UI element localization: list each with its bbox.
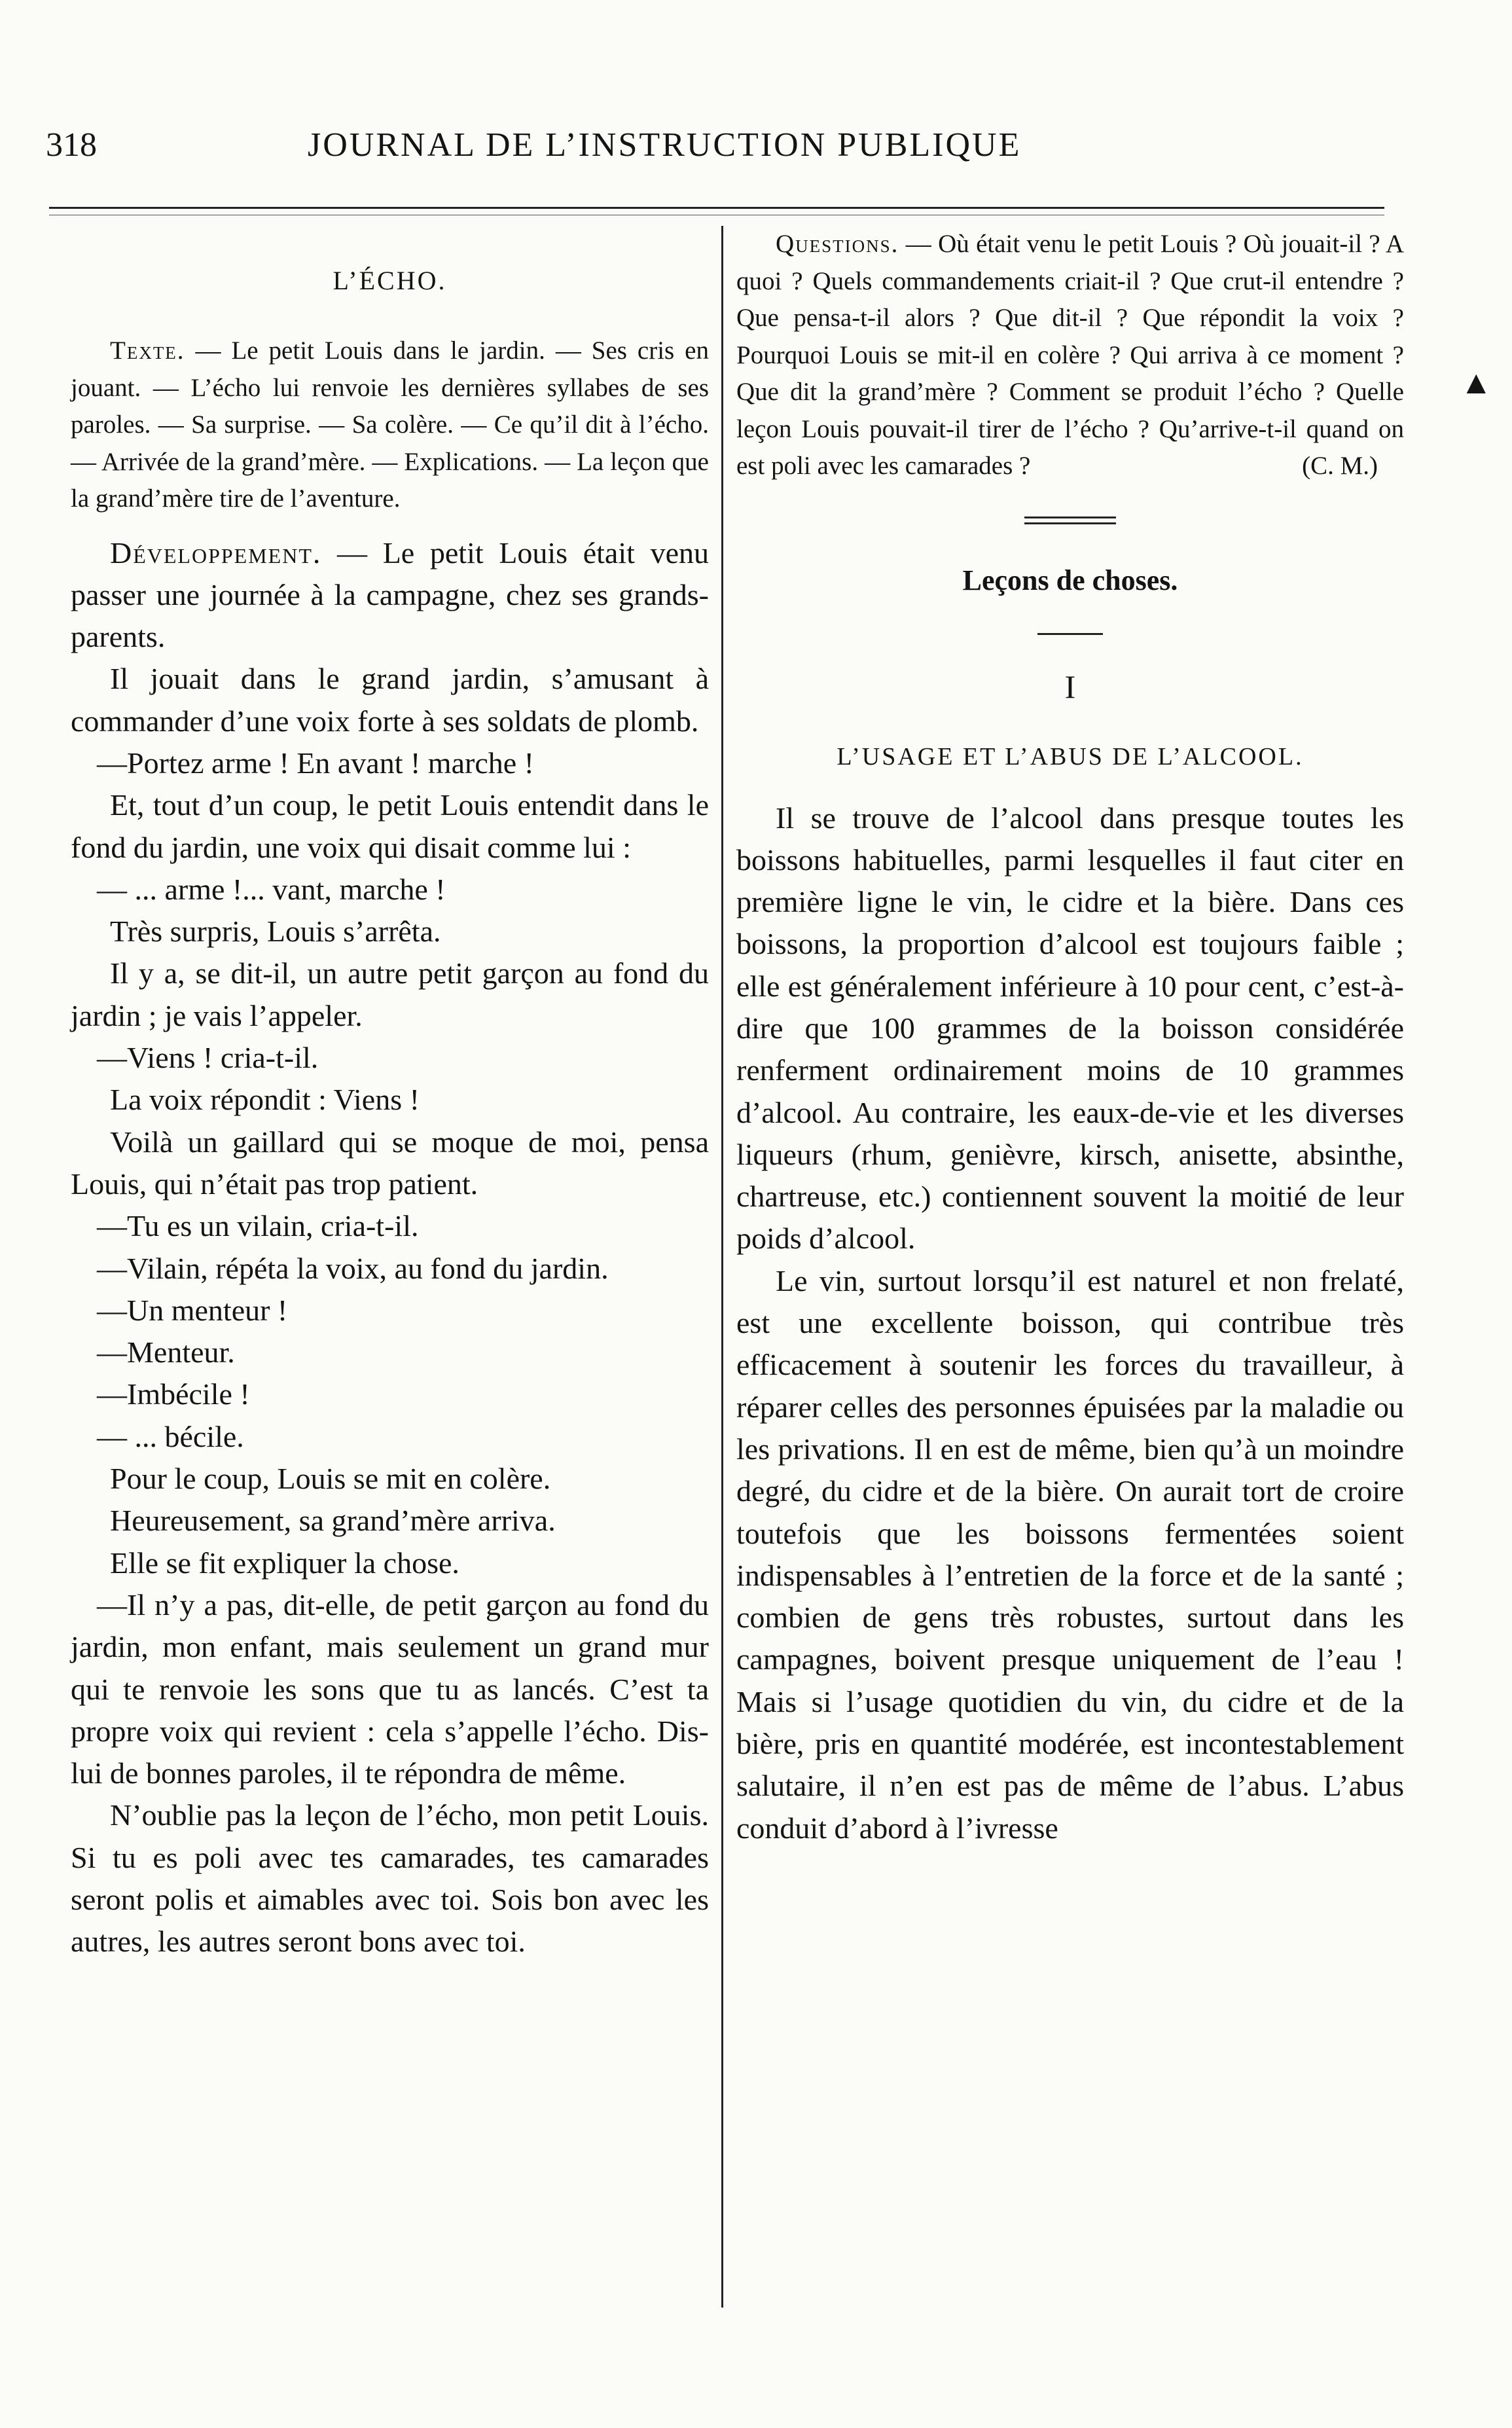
paragraph: Heureusement, sa grand’mère arriva. — [110, 1504, 556, 1538]
alcool-title: L’USAGE ET L’ABUS DE L’ALCOOL. — [837, 742, 1304, 770]
paragraph: —Tu es un vilain, cria-t-il. — [97, 1209, 419, 1243]
dev-label: Développement. — [110, 535, 322, 570]
texte-paragraph — [71, 333, 709, 518]
paragraph: —Vilain, répéta la voix, au fond du jardin. — [97, 1251, 609, 1285]
paragraph: — ... arme !... vant, marche ! — [97, 872, 446, 906]
alcool-paragraph-2: Le vin, surtout lorsqu’il est naturel et non frelaté, est une excellente boisson, qui contribue très efficacement à soutenir les forces du travailleur, à réparer celles des personnes épuisées par la maladie ou les privations. Il en est de même, bien qu’à un moindre degré, du cidre et de la bière. On aurait tort de croire toutefois que les boissons fermentées soient indispensables à l’entretien de la force et de la santé ; combien de gens très robustes, surtout dans les campagnes, boivent presque uniquement de l’eau ! Mais si l’usage quotidien du vin, du cidre et de la bière, pris en quantité modérée, est incontestablement salutaire, il n’en est pas de même de l’abus. L’abus conduit d’abord à l’ivresse — [736, 1263, 1404, 1845]
paragraph: —Viens ! cria-t-il. — [97, 1041, 319, 1075]
right-column — [736, 226, 1404, 1849]
paragraph: —Un menteur ! — [97, 1293, 288, 1327]
paragraph: Très surpris, Louis s’arrêta. — [110, 915, 441, 949]
signature: (C. M.) — [1302, 452, 1378, 480]
margin-mark: ▲ — [1460, 364, 1492, 401]
paragraph: Il y a, se dit-il, un autre petit garçon au fond du jardin ; je vais l’appeler. — [71, 956, 709, 1032]
short-rule — [1037, 633, 1103, 635]
section-separator — [1024, 516, 1116, 524]
paragraph: Pour le coup, Louis se mit en colère. — [110, 1462, 551, 1496]
header-rule — [49, 207, 1384, 209]
texte-body: — Le petit Louis dans le jardin. — Ses cris en jouant. — L’écho lui renvoie les dernières syllabes de ses paroles. — Sa surprise. — Sa colère. — Ce qu’il dit à l’écho. — Arrivée de la grand’mère. — Explications. — La leçon que la grand’mère tire de l’aventure. — [71, 336, 709, 513]
paragraph: N’oublie pas la leçon de l’écho, mon petit Louis. Si tu es poli avec tes camarades, tes camarades seront polis et aimables avec toi. Sois bon avec les autres, les autres seront bons avec toi. — [71, 1798, 709, 1959]
paragraph: —Portez arme ! En avant ! marche ! — [97, 746, 534, 780]
lesson-number: I — [1064, 668, 1076, 705]
questions-label: Questions. — [776, 230, 899, 258]
alcool-paragraph-1: Il se trouve de l’alcool dans presque toutes les boissons habituelles, parmi lesquelles il faut citer en première ligne le vin, le cidre et la bière. Dans ces boissons, la proportion d’alcool est toujours faible ; elle est généralement inférieure à 10 pour cent, c’est-à-dire que 100 grammes de la boisson considérée renferment ordinairement moins de 10 grammes d’alcool. Au contraire, les eaux-de-vie et les diverses liqueurs (rhum, genièvre, kirsch, anisette, absinthe, chartreuse, etc.) contiennent souvent la moitié de leur poids d’alcool. — [736, 801, 1404, 1256]
column-divider — [721, 226, 723, 2308]
paragraph: —Il n’y a pas, dit-elle, de petit garçon au fond du jardin, mon enfant, mais seulement un grand mur qui te renvoie les sons que tu as lancés. C’est ta propre voix qui revient : cela s’appelle l’écho. Dis-lui de bonnes paroles, il te répondra de même. — [71, 1587, 709, 1790]
paragraph: Elle se fit expliquer la chose. — [110, 1546, 459, 1580]
dev-body: — Le petit Louis était venu passer une journée à la campagne, chez ses grands-parents. — [71, 535, 709, 654]
paragraph: Et, tout d’un coup, le petit Louis entendit dans le fond du jardin, une voix qui disait comme lui : — [71, 788, 709, 864]
lessons-title: Leçons de choses. — [962, 564, 1178, 596]
paragraph: La voix répondit : Viens ! — [110, 1083, 420, 1117]
echo-title: L’ÉCHO. — [333, 266, 447, 295]
left-column — [71, 226, 709, 1963]
page-header — [46, 126, 1420, 178]
paragraph: Il jouait dans le grand jardin, s’amusant à commander d’une voix forte à ses soldats de plomb. — [71, 662, 709, 738]
dev-paragraph — [71, 532, 709, 659]
page-number: 318 — [46, 126, 97, 164]
questions-paragraph — [736, 226, 1404, 485]
questions-body: — Où était venu le petit Louis ? Où jouait-il ? A quoi ? Quels commandements criait-il ? Que crut-il entendre ? Que pensa-t-il alors ? Que dit-il ? Que répondit la voix ? Pourquoi Louis se mit-il en colère ? Qui arriva à ce moment ? Que dit la grand’mère ? Comment se produit l’écho ? Quelle leçon Louis pouvait-il tirer de l’écho ? Qu’arrive-t-il quand on est poli avec les camarades ? — [736, 230, 1404, 480]
paragraph: —Menteur. — [97, 1335, 235, 1369]
paragraph: —Imbécile ! — [97, 1377, 250, 1411]
paragraph: — ... bécile. — [97, 1419, 244, 1453]
texte-label: Texte. — [110, 336, 185, 365]
paragraph: Voilà un gaillard qui se moque de moi, pensa Louis, qui n’était pas trop patient. — [71, 1125, 709, 1201]
running-title: JOURNAL DE L’INSTRUCTION PUBLIQUE — [308, 126, 1022, 164]
